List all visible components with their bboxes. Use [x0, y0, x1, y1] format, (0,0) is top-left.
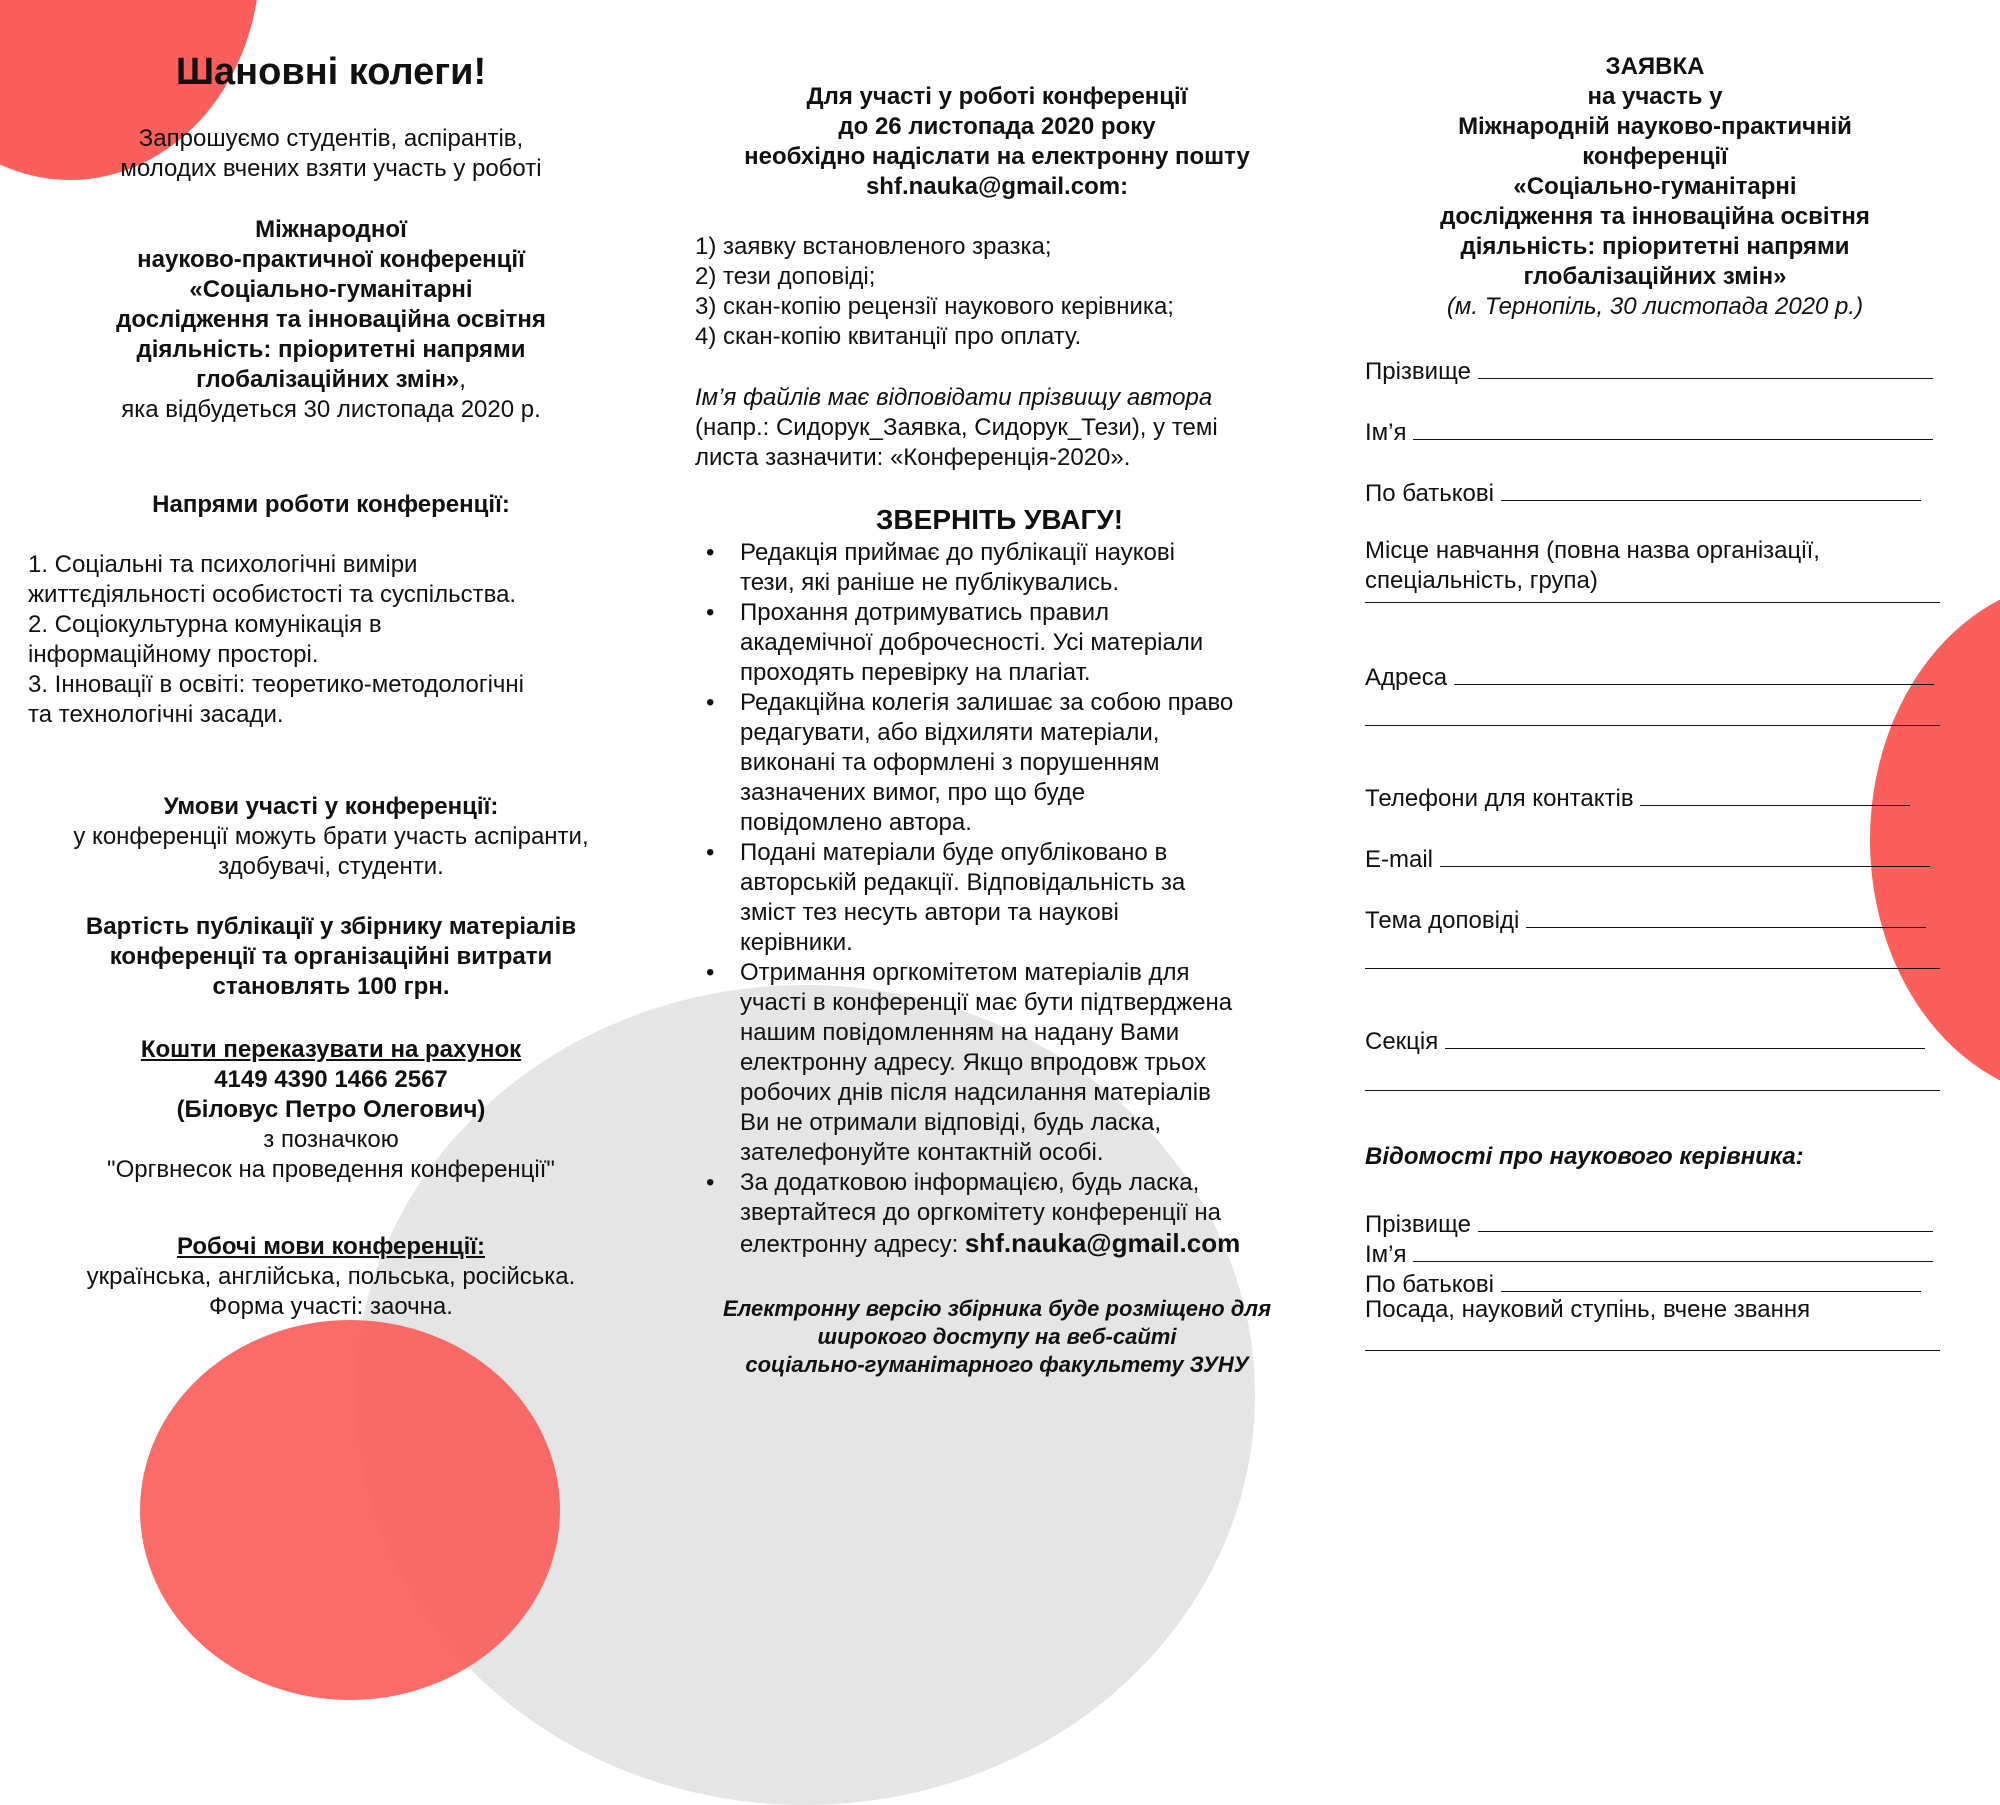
section-field[interactable]: Секція — [1365, 1022, 1950, 1057]
list-item: • Редакція приймає до публікації наукові тези, які раніше не публікувались. — [692, 538, 1312, 598]
submission-email: shf.nauka@gmail.com: — [865, 173, 1129, 200]
directions-title: Напрями роботи конференції: — [152, 491, 510, 518]
list-item: • Прохання дотримуватись правил академічної доброчесності. Усі матеріали проходять перевірку на плагіат. — [692, 598, 1312, 688]
section-field-line-2[interactable] — [1365, 1090, 1940, 1091]
conference-date: яка відбудеться 30 листопада 2020 р. — [121, 396, 541, 423]
attention-list — [692, 538, 1312, 1260]
submission-header: Для участі у роботі конференції до 26 листопада 2020 року необхідно надіслати на електронну пошту shf.nauka@gmail.com: — [692, 82, 1302, 202]
account-number: 4149 4390 1466 2567 — [214, 1066, 448, 1093]
email-field[interactable]: E-mail — [1365, 840, 1950, 875]
supervisor-patronymic-field[interactable]: По батькові — [1365, 1265, 1950, 1300]
contact-email: shf.nauka@gmail.com — [964, 1228, 1241, 1258]
conditions: Умови участі у конференції: у конференції можуть брати участь аспіранти, здобувачі, студенти. — [73, 793, 589, 880]
patronymic-field[interactable]: По батькові — [1365, 474, 1950, 509]
address-field[interactable]: Адреса — [1365, 658, 1950, 693]
decor-circle-bottom-left — [140, 1320, 560, 1700]
phones-field[interactable]: Телефони для контактів — [1365, 779, 1950, 814]
cost-text: Вартість публікації у збірнику матеріалів конференції та організаційні витрати становлять 100 грн. — [85, 913, 577, 1000]
directions-list: 1. Соціальні та психологічні виміри життєдіяльності особистості та суспільства. 2. Соціокультурна комунікація в інформаційному просторі. 3. Інновації в освіті: теоретико-методологічні та технологічні засади. — [28, 551, 524, 728]
conference-name: Міжнародної науково-практичної конференції «Соціально-гуманітарні дослідження та інноваційна освітня діяльність: пріоритетні напрями глобалізаційних змін», яка відбудеться 30 листопада 2020 р. — [28, 215, 634, 425]
list-item: • Редакційна колегія залишає за собою право редагувати, або відхиляти матеріали, виконані та оформлені з порушенням зазначених вимог, про що буде повідомлено автора. — [692, 688, 1312, 838]
study-place-label: Місце навчання (повна назва організації, спеціальність, група) — [1365, 537, 1820, 594]
supervisor-name-field[interactable]: Ім’я — [1365, 1235, 1950, 1270]
address-field-line-2[interactable] — [1365, 725, 1940, 726]
topic-field[interactable]: Тема доповіді — [1365, 901, 1950, 936]
surname-field[interactable]: Прізвище — [1365, 352, 1950, 387]
supervisor-position-field[interactable] — [1365, 1350, 1940, 1351]
list-item: • За додатковою інформацією, будь ласка, звертайтеся до оргкомітету конференції на електронну адресу: shf.nauka@gmail.com — [692, 1168, 1312, 1260]
footer-note: Електронну версію збірника буде розміщено для широкого доступу на веб-сайті соціально-гуманітарного факультету ЗУНУ — [722, 1296, 1272, 1377]
languages: Робочі мови конференції: українська, англійська, польська, російська. Форма участі: заочна. — [86, 1233, 576, 1320]
study-place-field[interactable] — [1365, 602, 1940, 603]
list-item: • Отримання оргкомітетом матеріалів для участі в конференції має бути підтверджена нашим повідомленням на надану Вами електронну адресу. Якщо впродовж трьох робочих днів після надсилання матеріалів Ви не отримали відповіді, будь ласка, зателефонуйте контактній особі. — [692, 958, 1312, 1168]
required-documents: 1) заявку встановленого зразка; 2) тези доповіді; 3) скан-копію рецензії наукового керівника; 4) скан-копію квитанції про оплату. — [695, 233, 1174, 350]
application-title: ЗАЯВКА на участь у Міжнародній науково-практичній конференції «Соціально-гуманітарні дослідження та інноваційна освітня діяльність: пріоритетні напрями глобалізаційних змін» (м. Тернопіль, 30 листопада 2020 р.) — [1440, 53, 1870, 320]
account-info: Кошти переказувати на рахунок 4149 4390 1466 2567 (Біловус Петро Олегович) з позначкою "Оргвнесок на проведення конференції" — [28, 1035, 634, 1185]
greeting-title: Шановні колеги! — [175, 51, 487, 93]
supervisor-surname-field[interactable]: Прізвище — [1365, 1205, 1950, 1240]
attention-title: ЗВЕРНІТЬ УВАГУ! — [875, 504, 1124, 535]
topic-field-line-2[interactable] — [1365, 968, 1940, 969]
list-item: • Подані матеріали буде опубліковано в авторській редакції. Відповідальність за зміст тез несуть автори та наукові керівники. — [692, 838, 1312, 958]
invite-text: Запрошуємо студентів, аспірантів, молодих вчених взяти участь у роботі — [120, 125, 542, 182]
supervisor-position-label: Посада, науковий ступінь, вчене звання — [1365, 1296, 1811, 1323]
supervisor-title: Відомості про наукового керівника: — [1365, 1143, 1804, 1170]
name-field[interactable]: Ім’я — [1365, 413, 1950, 448]
file-naming: Ім’я файлів має відповідати прізвищу автора (напр.: Сидорук_Заявка, Сидорук_Тези), у темі листа зазначити: «Конференція-2020». — [695, 384, 1218, 471]
